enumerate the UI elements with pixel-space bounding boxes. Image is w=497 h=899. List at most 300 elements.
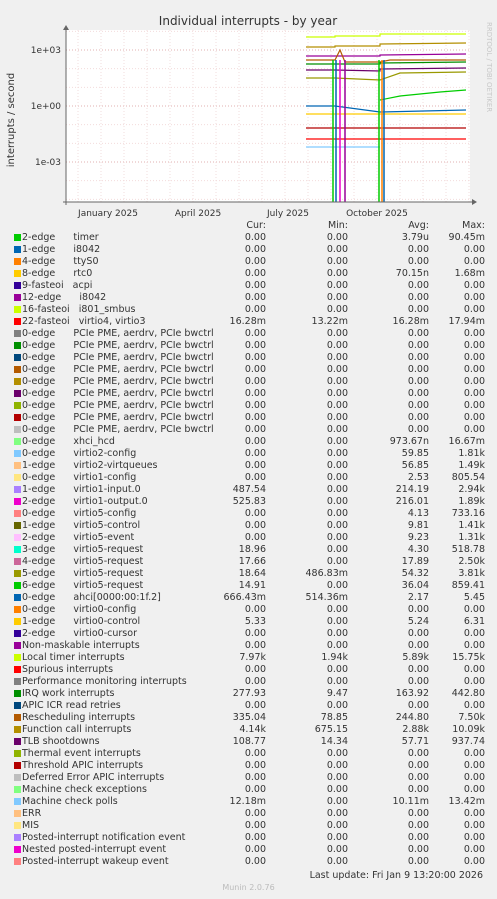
legend-swatch xyxy=(14,354,21,361)
legend-swatch xyxy=(14,558,21,565)
legend-row xyxy=(0,484,497,496)
legend-series-name: IRQ work interrupts xyxy=(22,688,115,699)
legend-row xyxy=(0,388,497,400)
legend-min: 78.85 xyxy=(320,712,348,723)
legend-series-name: 0-edge PCIe PME, aerdrv, PCIe bwctrl xyxy=(22,376,214,387)
legend-min: 0.00 xyxy=(326,280,348,291)
legend-cur: 17.66 xyxy=(238,556,266,567)
legend-cur: 0.00 xyxy=(244,532,266,543)
legend-avg: 70.15n xyxy=(395,268,429,279)
legend-min: 0.00 xyxy=(326,676,348,687)
legend-cur: 0.00 xyxy=(244,508,266,519)
legend-series-name: 0-edge PCIe PME, aerdrv, PCIe bwctrl xyxy=(22,328,214,339)
legend-swatch xyxy=(14,534,21,541)
legend-min: 0.00 xyxy=(326,784,348,795)
legend-min: 0.00 xyxy=(326,424,348,435)
legend-swatch xyxy=(14,258,21,265)
legend-avg: 9.23 xyxy=(407,532,429,543)
legend-max: 0.00 xyxy=(463,808,485,819)
legend-min: 0.00 xyxy=(326,808,348,819)
legend-avg: 4.13 xyxy=(407,508,429,519)
legend-avg: 216.01 xyxy=(395,496,429,507)
legend-avg: 0.00 xyxy=(407,280,429,291)
legend-cur: 277.93 xyxy=(232,688,266,699)
legend-avg: 214.19 xyxy=(395,484,429,495)
legend-row xyxy=(0,352,497,364)
legend-header-avg: Avg: xyxy=(408,220,429,231)
legend-avg: 0.00 xyxy=(407,400,429,411)
legend-swatch xyxy=(14,702,21,709)
legend-max: 0.00 xyxy=(463,280,485,291)
rrdtool-credit: RRDTOOL / TOBI OETIKER xyxy=(485,22,493,113)
y-tick-label: 1e-03 xyxy=(35,158,61,168)
legend-series-name: 0-edge virtio0-config xyxy=(22,604,137,615)
legend-series-name: 0-edge ahci[0000:00:1f.2] xyxy=(22,592,161,603)
legend-max: 2.50k xyxy=(458,556,485,567)
legend-avg: 57.71 xyxy=(401,736,429,747)
legend-row xyxy=(0,724,497,736)
legend-max: 0.00 xyxy=(463,400,485,411)
legend-max: 0.00 xyxy=(463,832,485,843)
legend-row xyxy=(0,652,497,664)
legend-min: 9.47 xyxy=(326,688,348,699)
legend-avg: 0.00 xyxy=(407,376,429,387)
legend-series-name: 16-fasteoi i801_smbus xyxy=(22,304,136,315)
legend-series-name: 22-fasteoi virtio4, virtio3 xyxy=(22,316,146,327)
y-tick-label: 1e+03 xyxy=(30,46,61,56)
legend-avg: 0.00 xyxy=(407,388,429,399)
legend-swatch xyxy=(14,642,21,649)
chart-area xyxy=(0,0,497,220)
legend-min: 0.00 xyxy=(326,700,348,711)
legend-row xyxy=(0,364,497,376)
legend-row xyxy=(0,556,497,568)
legend-row xyxy=(0,772,497,784)
legend-swatch xyxy=(14,834,21,841)
legend-row xyxy=(0,544,497,556)
legend-series-name: 0-edge virtio5-config xyxy=(22,508,137,519)
legend-cur: 335.04 xyxy=(232,712,266,723)
legend-row xyxy=(0,604,497,616)
legend-max: 1.81k xyxy=(458,448,485,459)
legend-swatch xyxy=(14,774,21,781)
legend-swatch xyxy=(14,570,21,577)
legend-avg: 0.00 xyxy=(407,664,429,675)
legend-max: 0.00 xyxy=(463,340,485,351)
legend-max: 937.74 xyxy=(451,736,485,747)
legend-swatch xyxy=(14,330,21,337)
legend-cur: 0.00 xyxy=(244,808,266,819)
legend-series-name: 1-edge virtio5-control xyxy=(22,520,141,531)
legend-max: 0.00 xyxy=(463,412,485,423)
legend-swatch xyxy=(14,282,21,289)
legend-series-name: Posted-interrupt wakeup event xyxy=(22,856,169,867)
legend-cur: 18.64 xyxy=(238,568,266,579)
legend-swatch xyxy=(14,246,21,253)
legend-swatch xyxy=(14,582,21,589)
legend-max: 0.00 xyxy=(463,244,485,255)
legend-min: 0.00 xyxy=(326,364,348,375)
legend-cur: 0.00 xyxy=(244,412,266,423)
legend-min: 0.00 xyxy=(326,376,348,387)
legend-max: 17.94m xyxy=(448,316,485,327)
x-tick-label: July 2025 xyxy=(267,209,309,219)
legend-min: 0.00 xyxy=(326,328,348,339)
legend-cur: 0.00 xyxy=(244,268,266,279)
legend-row xyxy=(0,856,497,868)
legend-min: 0.00 xyxy=(326,832,348,843)
legend-cur: 0.00 xyxy=(244,844,266,855)
legend-cur: 0.00 xyxy=(244,328,266,339)
legend-cur: 7.97k xyxy=(239,652,266,663)
legend-min: 0.00 xyxy=(326,292,348,303)
legend-min: 0.00 xyxy=(326,268,348,279)
legend-min: 0.00 xyxy=(326,604,348,615)
legend-series-name: 0-edge PCIe PME, aerdrv, PCIe bwctrl xyxy=(22,340,214,351)
legend-series-name: 0-edge PCIe PME, aerdrv, PCIe bwctrl xyxy=(22,424,214,435)
legend-min: 0.00 xyxy=(326,628,348,639)
legend-cur: 0.00 xyxy=(244,748,266,759)
x-tick-label: October 2025 xyxy=(346,209,408,219)
plot-background xyxy=(66,30,470,202)
legend-max: 859.41 xyxy=(451,580,485,591)
legend-max: 0.00 xyxy=(463,352,485,363)
legend-avg: 0.00 xyxy=(407,832,429,843)
legend-min: 0.00 xyxy=(326,616,348,627)
legend-cur: 0.00 xyxy=(244,676,266,687)
legend-max: 90.45m xyxy=(448,232,485,243)
legend-min: 0.00 xyxy=(326,400,348,411)
legend-swatch xyxy=(14,822,21,829)
legend-swatch xyxy=(14,618,21,625)
legend-avg: 0.00 xyxy=(407,820,429,831)
legend-avg: 0.00 xyxy=(407,328,429,339)
legend-series-name: 6-edge virtio5-request xyxy=(22,580,144,591)
legend-series-name: Function call interrupts xyxy=(22,724,132,735)
legend-avg: 0.00 xyxy=(407,424,429,435)
legend-series-name: Thermal event interrupts xyxy=(22,748,141,759)
legend-row xyxy=(0,580,497,592)
legend-row xyxy=(0,568,497,580)
legend-max: 15.75k xyxy=(452,652,485,663)
y-axis-arrow xyxy=(63,25,69,30)
legend-max: 0.00 xyxy=(463,424,485,435)
legend-series-name: 2-edge virtio0-cursor xyxy=(22,628,137,639)
legend-avg: 0.00 xyxy=(407,748,429,759)
legend-min: 0.00 xyxy=(326,484,348,495)
legend-swatch xyxy=(14,714,21,721)
legend-swatch xyxy=(14,450,21,457)
legend-swatch xyxy=(14,342,21,349)
legend-series-name: 3-edge virtio5-request xyxy=(22,544,144,555)
legend-max: 0.00 xyxy=(463,760,485,771)
legend-swatch xyxy=(14,726,21,733)
legend-swatch xyxy=(14,270,21,277)
legend-max: 0.00 xyxy=(463,304,485,315)
legend-min: 0.00 xyxy=(326,340,348,351)
legend-cur: 487.54 xyxy=(232,484,266,495)
legend-swatch xyxy=(14,366,21,373)
legend-row xyxy=(0,664,497,676)
legend-avg: 5.89k xyxy=(402,652,429,663)
legend-swatch xyxy=(14,750,21,757)
legend-max: 442.80 xyxy=(451,688,485,699)
legend-avg: 0.00 xyxy=(407,856,429,867)
legend-swatch xyxy=(14,426,21,433)
legend-cur: 0.00 xyxy=(244,472,266,483)
legend-row xyxy=(0,328,497,340)
x-tick-label: January 2025 xyxy=(78,209,138,219)
legend-series-name: 9-fasteoi acpi xyxy=(22,280,93,291)
legend-cur: 0.00 xyxy=(244,760,266,771)
legend-swatch xyxy=(14,318,21,325)
legend-avg: 5.24 xyxy=(407,616,429,627)
legend-series-name: TLB shootdowns xyxy=(22,736,100,747)
legend-min: 0.00 xyxy=(326,448,348,459)
legend-series-name: Rescheduling interrupts xyxy=(22,712,136,723)
legend-max: 0.00 xyxy=(463,844,485,855)
legend-swatch xyxy=(14,786,21,793)
legend-avg: 0.00 xyxy=(407,244,429,255)
legend-row xyxy=(0,820,497,832)
legend-cur: 0.00 xyxy=(244,664,266,675)
legend-avg: 4.30 xyxy=(407,544,429,555)
legend-row xyxy=(0,244,497,256)
legend-min: 0.00 xyxy=(326,472,348,483)
legend-row xyxy=(0,808,497,820)
legend-max: 0.00 xyxy=(463,640,485,651)
legend-avg: 0.00 xyxy=(407,784,429,795)
legend-swatch xyxy=(14,690,21,697)
legend-avg: 0.00 xyxy=(407,640,429,651)
legend-swatch xyxy=(14,810,21,817)
legend-cur: 0.00 xyxy=(244,424,266,435)
legend-series-name: Nested posted-interrupt event xyxy=(22,844,167,855)
legend-min: 486.83m xyxy=(305,568,348,579)
legend-min: 0.00 xyxy=(326,508,348,519)
legend-max: 0.00 xyxy=(463,628,485,639)
legend-series-name: Spurious interrupts xyxy=(22,664,114,675)
legend-row xyxy=(0,460,497,472)
legend-max: 0.00 xyxy=(463,772,485,783)
legend-max: 1.49k xyxy=(458,460,485,471)
legend-cur: 0.00 xyxy=(244,820,266,831)
legend-avg: 0.00 xyxy=(407,604,429,615)
legend-cur: 0.00 xyxy=(244,772,266,783)
legend-max: 0.00 xyxy=(463,664,485,675)
legend-avg: 2.53 xyxy=(407,472,429,483)
legend-row xyxy=(0,376,497,388)
legend-swatch xyxy=(14,630,21,637)
legend-max: 0.00 xyxy=(463,256,485,267)
legend-cur: 0.00 xyxy=(244,352,266,363)
legend-min: 514.36m xyxy=(305,592,348,603)
legend-swatch xyxy=(14,294,21,301)
legend-cur: 0.00 xyxy=(244,460,266,471)
legend-row xyxy=(0,412,497,424)
legend-series-name: ERR xyxy=(22,808,42,819)
legend-row xyxy=(0,436,497,448)
legend-min: 0.00 xyxy=(326,820,348,831)
legend-min: 0.00 xyxy=(326,256,348,267)
legend-min: 0.00 xyxy=(326,520,348,531)
legend-series-name: APIC ICR read retries xyxy=(22,700,121,711)
legend-max: 0.00 xyxy=(463,700,485,711)
legend-avg: 0.00 xyxy=(407,700,429,711)
legend-avg: 2.88k xyxy=(402,724,429,735)
legend-min: 0.00 xyxy=(326,748,348,759)
legend-cur: 0.00 xyxy=(244,292,266,303)
legend-series-name: 12-edge i8042 xyxy=(22,292,107,303)
legend-min: 14.34 xyxy=(320,736,348,747)
legend-max: 0.00 xyxy=(463,748,485,759)
legend-swatch xyxy=(14,846,21,853)
legend-swatch xyxy=(14,654,21,661)
legend-avg: 56.85 xyxy=(401,460,429,471)
legend-avg: 0.00 xyxy=(407,412,429,423)
legend-series-name: Deferred Error APIC interrupts xyxy=(22,772,165,783)
legend-row xyxy=(0,844,497,856)
legend-cur: 0.00 xyxy=(244,232,266,243)
legend-cur: 0.00 xyxy=(244,340,266,351)
legend-max: 0.00 xyxy=(463,604,485,615)
legend-series-name: 0-edge PCIe PME, aerdrv, PCIe bwctrl xyxy=(22,364,214,375)
legend-row xyxy=(0,316,497,328)
legend-row xyxy=(0,832,497,844)
legend-max: 1.31k xyxy=(458,532,485,543)
legend-series-name: 0-edge xhci_hcd xyxy=(22,436,115,447)
legend-row xyxy=(0,712,497,724)
legend-avg: 59.85 xyxy=(401,448,429,459)
legend-row xyxy=(0,592,497,604)
legend-swatch xyxy=(14,438,21,445)
legend-cur: 0.00 xyxy=(244,700,266,711)
legend-row xyxy=(0,508,497,520)
legend-row xyxy=(0,676,497,688)
legend-series-name: 4-edge virtio5-request xyxy=(22,556,144,567)
legend-swatch xyxy=(14,762,21,769)
legend-min: 0.00 xyxy=(326,796,348,807)
legend-row xyxy=(0,340,497,352)
legend-cur: 0.00 xyxy=(244,436,266,447)
legend-avg: 0.00 xyxy=(407,628,429,639)
legend-swatch xyxy=(14,390,21,397)
legend-avg: 973.67n xyxy=(389,436,429,447)
legend-swatch xyxy=(14,522,21,529)
legend-row xyxy=(0,640,497,652)
legend-cur: 0.00 xyxy=(244,784,266,795)
legend-cur: 0.00 xyxy=(244,520,266,531)
legend-series-name: 8-edge rtc0 xyxy=(22,268,93,279)
legend-max: 0.00 xyxy=(463,820,485,831)
legend-row xyxy=(0,628,497,640)
legend-swatch xyxy=(14,858,21,865)
legend-avg: 3.79u xyxy=(401,232,429,243)
legend-series-name: 0-edge PCIe PME, aerdrv, PCIe bwctrl xyxy=(22,400,214,411)
legend-swatch xyxy=(14,678,21,685)
legend-series-name: Non-maskable interrupts xyxy=(22,640,140,651)
legend-min: 0.00 xyxy=(326,244,348,255)
legend-avg: 0.00 xyxy=(407,256,429,267)
legend-min: 0.00 xyxy=(326,532,348,543)
legend-max: 0.00 xyxy=(463,676,485,687)
legend-cur: 0.00 xyxy=(244,604,266,615)
legend-max: 16.67m xyxy=(448,436,485,447)
legend-cur: 12.18m xyxy=(229,796,266,807)
legend-min: 13.22m xyxy=(311,316,348,327)
legend-swatch xyxy=(14,234,21,241)
legend-max: 0.00 xyxy=(463,388,485,399)
legend-max: 518.78 xyxy=(451,544,485,555)
legend-min: 0.00 xyxy=(326,844,348,855)
legend-series-name: 4-edge ttyS0 xyxy=(22,256,99,267)
legend-min: 0.00 xyxy=(326,664,348,675)
legend-swatch xyxy=(14,546,21,553)
legend-row xyxy=(0,700,497,712)
legend-row xyxy=(0,496,497,508)
legend-cur: 0.00 xyxy=(244,256,266,267)
legend-series-name: 0-edge virtio2-config xyxy=(22,448,137,459)
legend-avg: 0.00 xyxy=(407,808,429,819)
legend-series-name: Machine check exceptions xyxy=(22,784,147,795)
legend-cur: 0.00 xyxy=(244,388,266,399)
legend-cur: 0.00 xyxy=(244,628,266,639)
legend-row xyxy=(0,448,497,460)
legend-row xyxy=(0,616,497,628)
legend-row xyxy=(0,796,497,808)
legend-series-name: 2-edge timer xyxy=(22,232,99,243)
legend-swatch xyxy=(14,474,21,481)
legend-series-name: 5-edge virtio5-request xyxy=(22,568,144,579)
legend-cur: 0.00 xyxy=(244,856,266,867)
legend-min: 675.15 xyxy=(314,724,348,735)
legend-avg: 36.04 xyxy=(401,580,429,591)
legend-avg: 10.11m xyxy=(392,796,429,807)
legend-swatch xyxy=(14,606,21,613)
legend-swatch xyxy=(14,738,21,745)
x-axis-arrow xyxy=(472,199,477,205)
legend-avg: 0.00 xyxy=(407,304,429,315)
legend-cur: 16.28m xyxy=(229,316,266,327)
legend-avg: 0.00 xyxy=(407,676,429,687)
legend-max: 5.45 xyxy=(463,592,485,603)
legend-min: 0.00 xyxy=(326,388,348,399)
legend-series-name: 1-edge virtio0-control xyxy=(22,616,141,627)
legend-row xyxy=(0,532,497,544)
legend-row xyxy=(0,784,497,796)
legend-max: 1.41k xyxy=(458,520,485,531)
legend-row xyxy=(0,748,497,760)
legend-max: 0.00 xyxy=(463,364,485,375)
x-tick-labels xyxy=(77,209,408,219)
legend-row xyxy=(0,256,497,268)
legend-cur: 108.77 xyxy=(232,736,266,747)
legend-min: 0.00 xyxy=(326,544,348,555)
legend-cur: 0.00 xyxy=(244,640,266,651)
legend-cur: 0.00 xyxy=(244,376,266,387)
legend-max: 1.68m xyxy=(454,268,485,279)
y-axis-label: interrupts / second xyxy=(6,72,17,168)
legend-cur: 0.00 xyxy=(244,280,266,291)
legend-min: 0.00 xyxy=(326,556,348,567)
legend-row xyxy=(0,736,497,748)
legend-series-name: Posted-interrupt notification event xyxy=(22,832,186,843)
legend-series-name: Machine check polls xyxy=(22,796,118,807)
legend-min: 0.00 xyxy=(326,352,348,363)
legend-max: 7.50k xyxy=(458,712,485,723)
legend-max: 0.00 xyxy=(463,376,485,387)
legend-series-name: 1-edge virtio2-virtqueues xyxy=(22,460,158,471)
